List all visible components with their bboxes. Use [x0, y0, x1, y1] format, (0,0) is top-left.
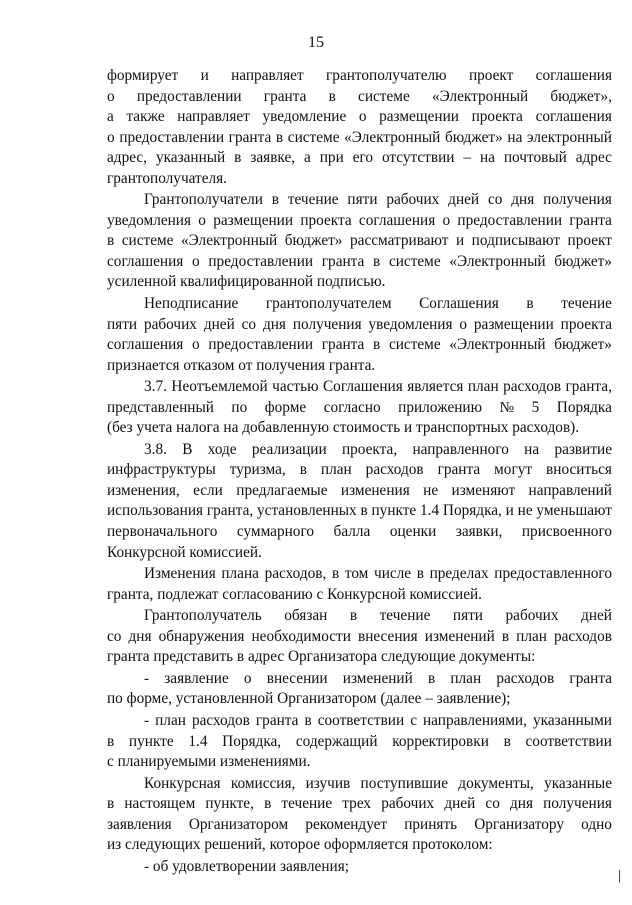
text-line: грантополучателя. — [107, 169, 227, 187]
text-line: представленный по форме согласно приложению № 5 Порядка — [107, 398, 612, 416]
text-line: Грантополучатели в течение пяти рабочих дней со дня получения — [144, 191, 612, 209]
text-line: о предоставлении гранта в системе «Электронный бюджет» на электронный — [107, 128, 612, 146]
list-item — [107, 711, 612, 773]
text-line: (без учета налога на добавленную стоимость и транспортных расходов). — [107, 419, 580, 437]
text-line: - об удовлетворении заявления; — [144, 857, 349, 875]
text-line: из следующих решений, которое оформляется протоколом: — [107, 836, 493, 854]
text-line: Неподписание грантополучателем Соглашения в течение — [144, 295, 612, 313]
paragraph — [107, 294, 612, 376]
text-line: в системе «Электронный бюджет» рассматривают и подписывают проект — [107, 232, 612, 250]
paragraph — [107, 606, 612, 668]
text-line: Грантополучатель обязан в течение пяти рабочих дней — [144, 607, 612, 625]
text-line: в пункте 1.4 Порядка, содержащий корректировки в соответствии — [107, 732, 612, 750]
paragraph — [107, 377, 612, 439]
text-line: пяти рабочих дней со дня получения уведомления о размещении проекта — [107, 315, 612, 333]
text-line: с планируемыми изменениями. — [107, 753, 311, 771]
text-line: 3.8. В ходе реализации проекта, направленного на развитие — [144, 440, 612, 458]
text-line: о предоставлении гранта в системе «Электронный бюджет», — [107, 87, 612, 105]
text-line: использования гранта, установленных в пункте 1.4 Порядка, и не уменьшают — [107, 502, 612, 520]
text-line: гранта, подлежат согласованию с Конкурсной комиссией. — [107, 585, 482, 603]
text-line: - план расходов гранта в соответствии с направлениями, указанными — [144, 711, 612, 729]
text-line: Конкурсной комиссией. — [107, 543, 262, 561]
text-line: усиленной квалифицированной подписью. — [107, 273, 386, 291]
paragraph — [107, 190, 612, 293]
paragraph — [107, 774, 612, 856]
text-line: признается отказом от получения гранта. — [107, 356, 376, 374]
text-line: Изменения плана расходов, в том числе в пределах предоставленного — [144, 565, 612, 583]
page-number: 15 — [308, 34, 324, 51]
text-line: гранта представить в адрес Организатора следующие документы: — [107, 648, 536, 666]
text-line: 3.7. Неотъемлемой частью Соглашения является план расходов гранта, — [144, 378, 612, 396]
text-line: Конкурсная комиссия, изучив поступившие документы, указанные — [144, 774, 612, 792]
text-line: в настоящем пункте, в течение трех рабочих дней со дня получения — [107, 795, 612, 813]
text-line: а также направляет уведомление о размещении проекта соглашения — [107, 108, 612, 126]
text-line: со дня обнаружения необходимости внесения изменений в план расходов — [107, 627, 612, 645]
paragraph — [107, 564, 612, 605]
text-line: инфраструктуры туризма, в план расходов гранта могут вноситься — [107, 461, 612, 479]
list-item — [107, 857, 612, 878]
text-line: заявления Организатором рекомендует принять Организатору одно — [107, 815, 612, 833]
text-line: изменения, если предлагаемые изменения не изменяют направлений — [107, 481, 612, 499]
text-line: соглашения о предоставлении гранта в системе «Электронный бюджет» — [107, 252, 612, 270]
text-line: соглашения о предоставлении гранта в системе «Электронный бюджет» — [107, 336, 612, 354]
list-item — [107, 669, 612, 710]
text-line: - заявление о внесении изменений в план расходов гранта — [144, 669, 612, 687]
pen-mark-icon: \ — [613, 865, 626, 887]
text-line: адрес, указанный в заявке, а при его отсутствии – на почтовый адрес — [107, 149, 612, 167]
paragraph — [107, 66, 612, 189]
text-line: по форме, установленной Организатором (далее – заявление); — [107, 690, 511, 708]
text-line: первоначального суммарного балла оценки заявки, присвоенного — [107, 523, 612, 541]
text-line: уведомления о размещении проекта соглашения о предоставлении гранта — [107, 211, 612, 229]
text-line: формирует и направляет грантополучателю проект соглашения — [107, 67, 612, 84]
paragraph — [107, 440, 612, 563]
document-body — [107, 66, 612, 878]
